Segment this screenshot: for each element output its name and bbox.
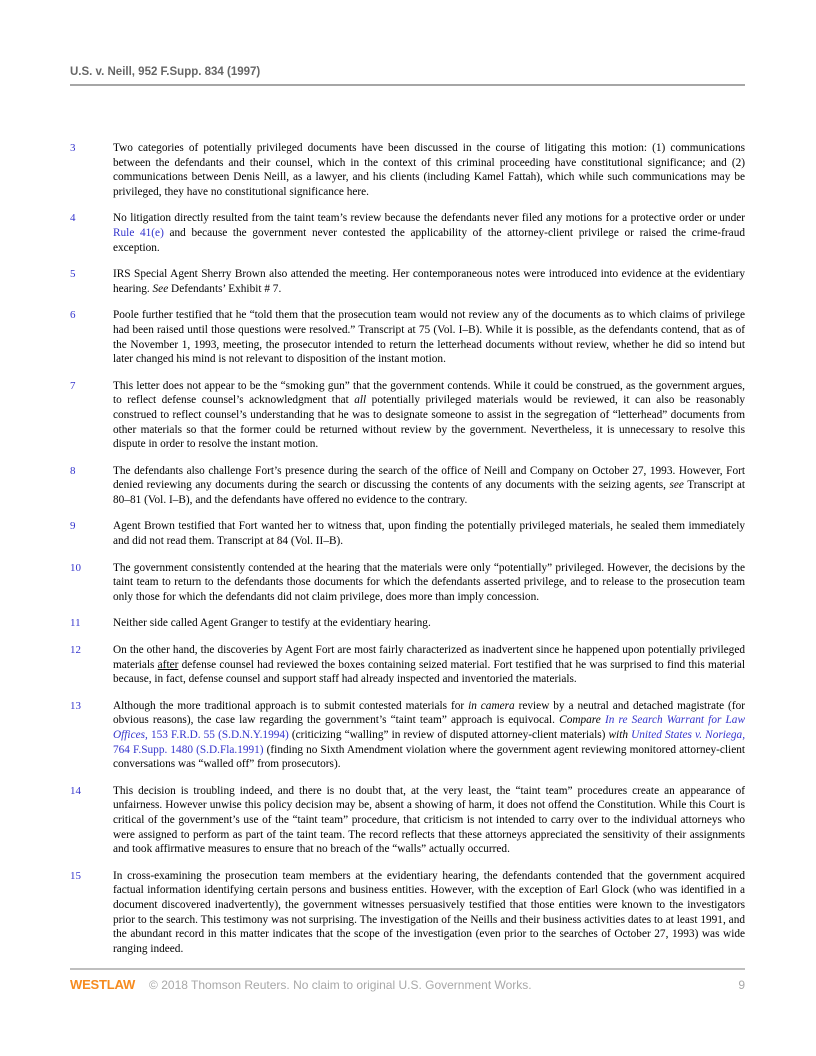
text-segment: Defendants’ Exhibit # 7. xyxy=(168,282,282,295)
footnote-number-link[interactable]: 4 xyxy=(70,212,76,225)
footnote xyxy=(70,699,745,772)
footnote xyxy=(70,643,745,687)
text-segment: in camera xyxy=(468,699,515,712)
footnote xyxy=(70,616,745,631)
text-segment: with xyxy=(608,729,628,741)
copyright-notice: © 2018 Thomson Reuters. No claim to original U.S. Government Works. xyxy=(149,978,532,992)
text-segment: (finding no Sixth Amendment violation where the government agent reviewing monitored attorney-client conversations was “walled off” from prosecutors). xyxy=(113,743,745,771)
footnote-text xyxy=(113,561,745,605)
footnote-number-link[interactable]: 14 xyxy=(70,784,81,797)
text-segment: see xyxy=(669,479,684,492)
text-segment: Although the more traditional approach is to submit contested materials for xyxy=(113,699,469,712)
text-segment: The defendants also challenge Fort’s presence during the search of the office of Neill and Company on October 27, 1993. However, Fort denied reviewing any documents during the search or discussing the contents of any documents with the seizing agents, xyxy=(113,464,745,492)
footnote xyxy=(70,141,745,199)
footnote-number-link[interactable]: 6 xyxy=(70,309,76,322)
footnote-text xyxy=(113,464,745,508)
footnotes-list xyxy=(70,141,745,968)
footnote xyxy=(70,519,745,548)
text-segment: Poole further testified that he “told them that the prosecution team would not review any of the documents as to which claims of privilege had been raised until those questions were resolved.” Transcript at 75 (Vol. I–B). While it is possible, as the defendants contend, that as of the November 1, 1993, meeting, the prosecutor intended to return the letterhead documents without review, whether he did so intend but later changed his mind is not relevant to disposition of the instant motion. xyxy=(113,309,745,366)
footnote-number-link[interactable]: 13 xyxy=(70,699,81,712)
text-segment: Neither side called Agent Granger to testify at the evidentiary hearing. xyxy=(113,617,431,630)
text-segment: Agent Brown testified that Fort wanted her to witness that, upon finding the potentially privileged materials, he sealed them immediately and did not read them. Transcript at 84 (Vol. II–B). xyxy=(113,520,745,548)
footnote-text xyxy=(113,643,745,687)
footnote-text xyxy=(113,519,745,548)
text-segment: defense counsel had reviewed the boxes containing seized material. Fort testified that he was surprised to find this material because, in fact, defense counsel and support staff had already inspected and inventoried the materials. xyxy=(113,658,745,686)
footnote-number-link[interactable]: 7 xyxy=(70,379,76,392)
page-number: 9 xyxy=(738,978,745,992)
footnote-text xyxy=(113,379,745,452)
footnote-number-link[interactable]: 8 xyxy=(70,464,76,477)
footnote-text xyxy=(113,267,745,296)
text-segment: (criticizing “walling” in review of disputed attorney-client materials) xyxy=(288,729,609,741)
footnote xyxy=(70,308,745,366)
text-segment: and because the government never contested the applicability of the attorney-client privilege or raised the crime-fraud exception. xyxy=(113,226,745,254)
citation-link[interactable]: Rule 41(e) xyxy=(113,226,164,239)
text-segment: review by a neutral and detached magistrate (for obvious reasons), the case law regarding the government’s “taint team” approach is equivocal. xyxy=(113,699,745,727)
footnote-text xyxy=(113,211,745,255)
footnote xyxy=(70,561,745,605)
footnote-text xyxy=(113,616,745,631)
text-segment: after xyxy=(157,658,179,671)
header-divider xyxy=(70,84,745,86)
text-segment: In cross-examining the prosecution team members at the evidentiary hearing, the defendants contended that the government acquired factual information identifying certain persons and business entities. However, with the exception of Earl Glock (who was identified in a document discovered inadvertently), the government witnesses persuasively testified that those entities were known to the investigators prior to the search. This testimony was not surprising. The investigation of the Neills and their business activities dates to at least 1991, and the abundant record in this matter indicates that the scope of the investigation (even prior to the searches of October 27, 1993) was wide ranging indeed. xyxy=(113,869,745,955)
footer-divider xyxy=(70,968,745,970)
westlaw-logo: WESTLAW xyxy=(70,977,136,992)
footnote-number-link[interactable]: 5 xyxy=(70,268,76,281)
text-segment: all xyxy=(354,394,367,407)
footnote xyxy=(70,464,745,508)
footnote-text xyxy=(113,869,745,957)
page-header xyxy=(70,66,745,86)
text-segment: The government consistently contended at the hearing that the materials were only “potentially” privileged. However, the decisions by the taint team to return to the defendants those documents for which the defendants asserted privilege, and to release to the prosecution team only those for which the defendants did not claim privilege, does more than imply concession. xyxy=(113,561,745,603)
footnote xyxy=(70,379,745,452)
citation-link[interactable]: 764 F.Supp. 1480 (S.D.Fla.1991) xyxy=(113,743,264,756)
footnote-text xyxy=(113,141,745,199)
text-segment: This decision is troubling indeed, and there is no doubt that, at the very least, the “taint team” procedures create an appearance of unfairness. However unwise this policy decision may be, absent a showing of harm, it does not offend the Constitution. While this Court is critical of the government’s use of the “taint team” procedure, that criticism is not intended to carry over to the individual attorneys who were assigned to perform as part of the taint team. The record reflects that these attorneys appreciated the sensitivity of their assignments and took affirmative measures to ensure that no breach of the “walls” actually occurred. xyxy=(113,784,745,856)
footnote xyxy=(70,784,745,857)
text-segment: Compare xyxy=(559,714,605,727)
footnote-text xyxy=(113,784,745,857)
footnote-number-link[interactable]: 3 xyxy=(70,142,76,154)
text-segment: On the other hand, the discoveries by Agent Fort are most fairly characterized as inadvertent since he happened upon potentially privileged materials xyxy=(113,644,745,671)
text-segment: potentially privileged materials would be reviewed, it can also be reasonably construed to reflect counsel’s understanding that he was to designate someone to assist in the segregation of “letterhead” documents from other materials so that the former could be returned without review by the government. Nevertheless, it is unnecessary to resolve this dispute in order to resolve the instant motion. xyxy=(113,394,745,451)
footnote-number-link[interactable]: 15 xyxy=(70,869,81,882)
footnote xyxy=(70,211,745,255)
footnote xyxy=(70,267,745,296)
text-segment: This letter does not appear to be the “smoking gun” that the government contends. While it could be construed, as the government argues, to reflect defense counsel’s acknowledgment that xyxy=(113,379,745,407)
footnote-number-link[interactable]: 10 xyxy=(70,561,81,574)
citation-link[interactable]: United States v. Noriega, xyxy=(631,729,746,741)
text-segment: See xyxy=(152,282,169,295)
citation-link[interactable]: In re Search Warrant for Law Offices, xyxy=(113,714,745,741)
text-segment: IRS Special Agent Sherry Brown also attended the meeting. Her contemporaneous notes were introduced into evidence at the evidentiary hearing. xyxy=(113,268,745,295)
footnote-text xyxy=(113,308,745,366)
footnote-number-link[interactable]: 12 xyxy=(70,644,81,657)
case-citation-header: U.S. v. Neill, 952 F.Supp. 834 (1997) xyxy=(70,66,261,78)
footnote-number-link[interactable]: 11 xyxy=(70,617,81,630)
footnote-text xyxy=(113,699,745,772)
text-segment: Two categories of potentially privileged documents have been discussed in the course of litigating this motion: (1) communications between the defendants and their counsel, which in the context of this criminal proceeding have constitutional significance; and (2) communications between Denis Neill, as a lawyer, and his clients (including Kamel Fattah), which while such communications may be privileged, they have no constitutional significance here. xyxy=(113,142,745,198)
footnote xyxy=(70,869,745,957)
footnote-number-link[interactable]: 9 xyxy=(70,520,76,533)
citation-link[interactable]: 153 F.R.D. 55 (S.D.N.Y.1994) xyxy=(150,729,289,741)
page-footer xyxy=(70,968,745,992)
text-segment: No litigation directly resulted from the taint team’s review because the defendants never filed any motions for a protective order or under xyxy=(113,212,745,225)
text-segment: Transcript at 80–81 (Vol. I–B), and the defendants have offered no evidence to the contrary. xyxy=(113,479,746,506)
